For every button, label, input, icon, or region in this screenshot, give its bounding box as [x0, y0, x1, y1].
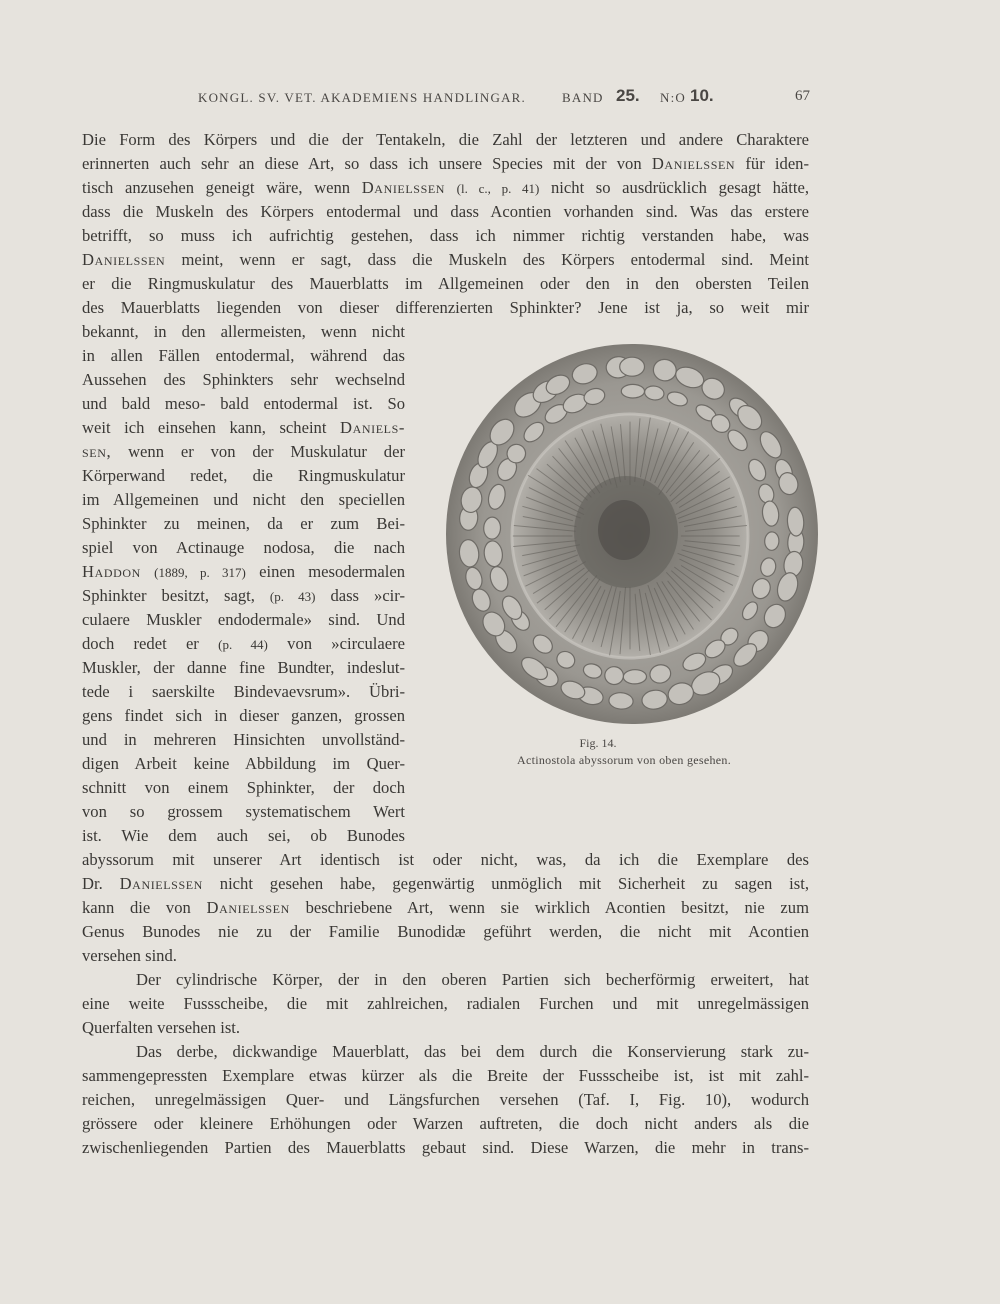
- text-line: tede i saerskilte Bindevaevsrum». Übri-: [82, 682, 405, 701]
- text-line: reichen, unregelmässigen Quer- und Längsfurchen versehen (Taf. I, Fig. 10), wodurch: [82, 1090, 809, 1109]
- text-line: digen Arbeit keine Abbildung im Quer-: [82, 754, 405, 773]
- specimen-illustration: [440, 336, 824, 728]
- text-line: erinnerten auch sehr an diese Art, so dass ich unsere Species mit der von Danielssen für iden-: [82, 154, 810, 173]
- author-name: sen,: [82, 442, 112, 461]
- issue-number: 10.: [690, 86, 714, 105]
- text-line: schnitt von einem Sphinkter, der doch: [82, 778, 405, 797]
- citation: (1889, p. 317): [154, 565, 246, 580]
- text-line: Sphinkter zu meinen, da er zum Bei-: [82, 514, 405, 533]
- text-line: Das derbe, dickwandige Mauerblatt, das bei dem durch die Konservierung stark zu-: [136, 1042, 809, 1061]
- volume-number: 25.: [616, 86, 640, 105]
- text-line: Aussehen des Sphinkters sehr wechselnd: [82, 370, 405, 389]
- author-name: Haddon: [82, 562, 141, 581]
- wart: [623, 669, 646, 684]
- issue-label: N:O: [660, 90, 686, 105]
- text-line: er die Ringmuskulatur des Mauerblatts im Allgemeinen oder den in den obersten Teilen: [82, 274, 809, 293]
- author-name: Danielssen: [206, 898, 290, 917]
- text-line: gens findet sich in dieser ganzen, grossen: [82, 706, 405, 725]
- wart: [621, 384, 644, 398]
- text-line: im Allgemeinen und nicht den speciellen: [82, 490, 405, 509]
- figure-label: Fig. 14.: [579, 736, 617, 750]
- text-line: von so grossem systematischem Wert: [82, 802, 405, 821]
- citation: (p. 43): [269, 589, 316, 604]
- journal-title: KONGL. SV. VET. AKADEMIENS HANDLINGAR.: [198, 90, 526, 105]
- text-line: weit ich einsehen kann, scheint Daniels-: [82, 418, 405, 437]
- author-name: Daniels-: [340, 418, 405, 437]
- text-line: bekannt, in den allermeisten, wenn nicht: [82, 322, 405, 341]
- text-line: dass die Muskeln des Körpers entodermal und dass Acontien vorhanden sind. Was das erstere: [82, 202, 809, 221]
- author-name: Danielssen: [361, 178, 446, 197]
- text-line: des Mauerblatts liegenden von dieser differenzierten Sphinkter? Jene ist ja, so weit mir: [82, 298, 809, 317]
- text-line: Danielssen meint, wenn er sagt, dass die Muskeln des Körpers entodermal sind. Meint: [82, 250, 809, 269]
- text-line: kann die von Danielssen beschriebene Art, wenn sie wirklich Acontien besitzt, nie zum: [82, 898, 809, 917]
- text-line: Dr. Danielssen nicht gesehen habe, gegenwärtig unmöglich mit Sicherheit zu sagen ist,: [82, 874, 810, 893]
- specimen-figure: [440, 336, 824, 728]
- wart: [620, 357, 645, 376]
- text-line: versehen sind.: [82, 946, 177, 965]
- text-line: Körperwand redet, die Ringmuskulatur: [82, 466, 405, 485]
- wart: [483, 517, 501, 540]
- author-name: Danielssen: [651, 154, 736, 173]
- text-line: betrifft, so muss ich aufrichtig gestehen, dass ich nimmer richtig verstanden habe, was: [82, 226, 809, 245]
- text-line: und bald meso- bald entodermal ist. So: [82, 394, 405, 413]
- text-line: grössere oder kleinere Erhöhungen oder Warzen auftreten, die doch nicht anders als die: [82, 1114, 809, 1133]
- citation: (l. c., p. 41): [456, 181, 540, 196]
- text-line: Querfalten versehen ist.: [82, 1018, 241, 1037]
- text-line: Muskler, der danne fine Bundter, indeslut-: [82, 658, 405, 677]
- wart: [764, 532, 779, 551]
- text-line: Sphinkter besitzt, sagt, (p. 43) dass »cir-: [82, 586, 406, 605]
- text-line: doch redet er (p. 44) von »circulaere: [82, 634, 405, 653]
- page-number: 67: [795, 88, 810, 104]
- text-line: tisch anzusehen geneigt wäre, wenn Danielssen (l. c., p. 41) nicht so ausdrücklich gesagt hätte,: [82, 178, 809, 197]
- text-line: Haddon (1889, p. 317) einen mesodermalen: [82, 562, 405, 581]
- text-line: abyssorum mit unserer Art identisch ist oder nicht, was, da ich die Exemplare des: [82, 850, 809, 869]
- text-line: ist. Wie dem auch sei, ob Bunodes: [82, 826, 405, 845]
- text-line: und in mehreren Hinsichten unvollständ-: [82, 730, 405, 749]
- text-line: eine weite Fussscheibe, die mit zahlreichen, radialen Furchen und mit unregelmässigen: [82, 994, 809, 1013]
- author-name: Danielssen: [119, 874, 203, 893]
- volume-label: BAND: [562, 90, 604, 105]
- figure-caption: Actinostola abyssorum von oben gesehen.: [517, 753, 731, 767]
- text-line: Die Form des Körpers und die der Tentakeln, die Zahl der letzteren und andere Charaktere: [82, 130, 809, 149]
- text-line: in allen Fällen entodermal, während das: [82, 346, 405, 365]
- author-name: Danielssen: [82, 250, 166, 269]
- text-line: sammengepressten Exemplare etwas kürzer als die Breite der Fussscheibe ist, ist mit zahl-: [82, 1066, 809, 1085]
- text-line: Genus Bunodes nie zu der Familie Bunodidæ geführt werden, die nicht mit Acontien: [82, 922, 809, 941]
- text-line: zwischenliegenden Partien des Mauerblatts gebaut sind. Diese Warzen, die mehr in trans-: [82, 1138, 809, 1157]
- citation: (p. 44): [218, 637, 268, 652]
- text-line: Der cylindrische Körper, der in den oberen Partien sich becherförmig erweitert, hat: [136, 970, 809, 989]
- text-line: sen, wenn er von der Muskulatur der: [82, 442, 405, 461]
- text-line: culaere Muskler endodermale» sind. Und: [82, 610, 405, 629]
- text-line: spiel von Actinauge nodosa, die nach: [82, 538, 405, 557]
- running-header: [198, 86, 810, 110]
